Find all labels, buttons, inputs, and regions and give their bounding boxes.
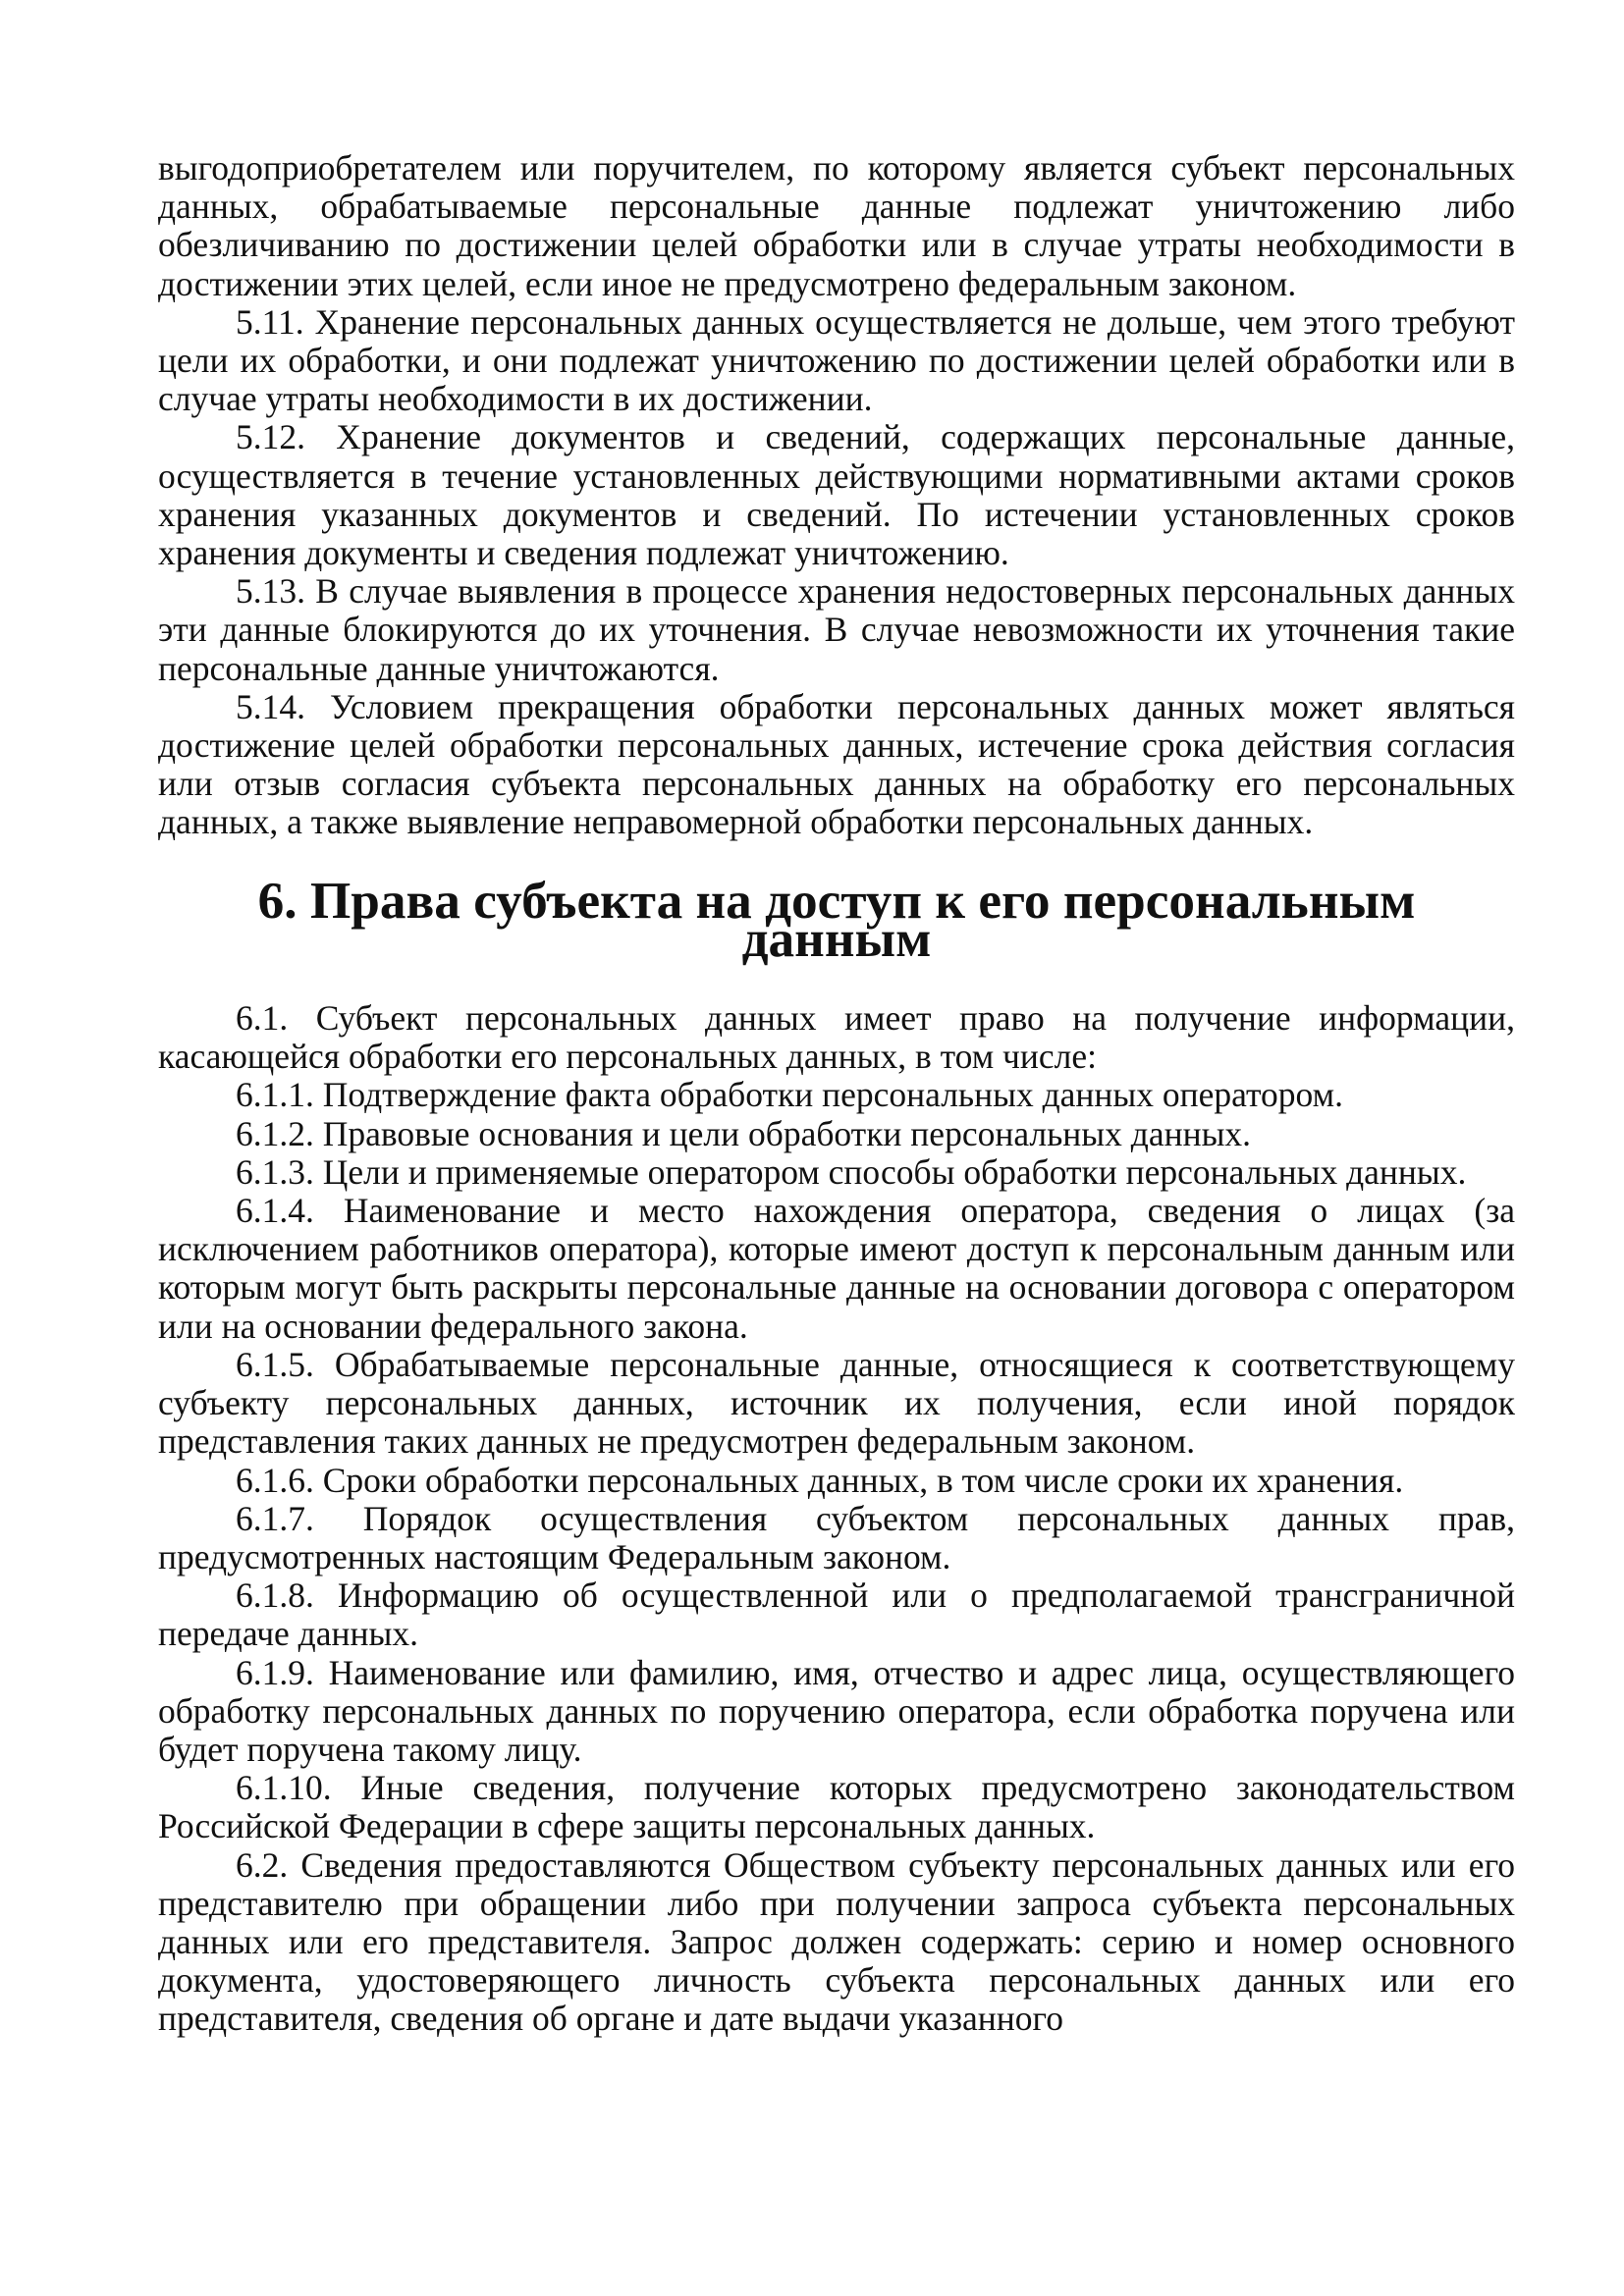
paragraph-5-13: 5.13. В случае выявления в процессе хранения недостоверных персональных данных эти данные блокируются до их уточнения. В случае невозможности их уточнения такие персональные данные уничтожаются. [158, 571, 1515, 688]
paragraph-5-14: 5.14. Условием прекращения обработки персональных данных может являться достижение целей обработки персональных данных, истечение срока действия согласия или отзыв согласия субъекта персональных данных на обработку его персональных данных, а также выявление неправомерной обработки персональных данных. [158, 686, 1515, 842]
paragraph-6-1-7: 6.1.7. Порядок осуществления субъектом персональных данных прав, предусмотренных настоящим Федеральным законом. [158, 1498, 1515, 1576]
paragraph-6-1-5: 6.1.5. Обрабатываемые персональные данные, относящиеся к соответствующему субъекту персональных данных, источник их получения, если иной порядок представления таких данных не предусмотрен федеральным законом. [158, 1344, 1515, 1462]
paragraph-6-1-4: 6.1.4. Наименование и место нахождения оператора, сведения о лицах (за исключением работников оператора), которые имеют доступ к персональным данным или которым могут быть раскрыты персональные данные на основании договора с оператором или на основании федерального закона. [158, 1191, 1515, 1346]
paragraph-6-1-10: 6.1.10. Иные сведения, получение которых предусмотрено законодательством Российской Федерации в сфере защиты персональных данных. [158, 1768, 1515, 1846]
paragraph-5-12: 5.12. Хранение документов и сведений, содержащих персональные данные, осуществляется в течение установленных действующими нормативными актами сроков хранения указанных документов и сведений. По истечении установленных сроков хранения документы и сведения подлежат уничтожению. [158, 417, 1515, 573]
paragraph-continuation: выгодоприобретателем или поручителем, по которому является субъект персональных данных, обрабатываемые персональные данные подлежат уничтожению либо обезличиванию по достижении целей обработки или в случае утраты необходимости в достижении этих целей, если иное не предусмотрено федеральным законом. [158, 148, 1515, 303]
paragraph-5-11: 5.11. Хранение персональных данных осуществляется не дольше, чем этого требуют цели их обработки, и они подлежат уничтожению по достижении целей обработки или в случае утраты необходимости в их достижении. [158, 301, 1515, 419]
paragraph-6-1-6: 6.1.6. Сроки обработки персональных данных, в том числе сроки их хранения. [236, 1460, 1404, 1500]
paragraph-6-1-2: 6.1.2. Правовые основания и цели обработки персональных данных. [236, 1113, 1252, 1153]
paragraph-6-2: 6.2. Сведения предоставляются Обществом субъекту персональных данных или его представителю при обращении либо при получении запроса субъекта персональных данных или его представителя. Запрос должен содержать: серию и номер основного документа, удостоверяющего личность субъекта персональных данных или его представителя, сведения об органе и дате выдачи указанного [158, 1844, 1515, 2039]
paragraph-6-1-1: 6.1.1. Подтверждение факта обработки персональных данных оператором. [236, 1075, 1343, 1115]
paragraph-6-1-3: 6.1.3. Цели и применяемые оператором способы обработки персональных данных. [236, 1151, 1467, 1192]
paragraph-6-1-8: 6.1.8. Информацию об осуществленной или о предполагаемой трансграничной передаче данных. [158, 1575, 1515, 1654]
section-heading: 6. Права субъекта на доступ к его персональным данным [257, 871, 1416, 968]
paragraph-6-1: 6.1. Субъект персональных данных имеет право на получение информации, касающейся обработки его персональных данных, в том числе: [158, 998, 1515, 1077]
document-page [158, 149, 1515, 2039]
paragraph-6-1-9: 6.1.9. Наименование или фамилию, имя, отчество и адрес лица, осуществляющего обработку персональных данных по поручению оператора, если обработка поручена или будет поручена такому лицу. [158, 1652, 1515, 1769]
